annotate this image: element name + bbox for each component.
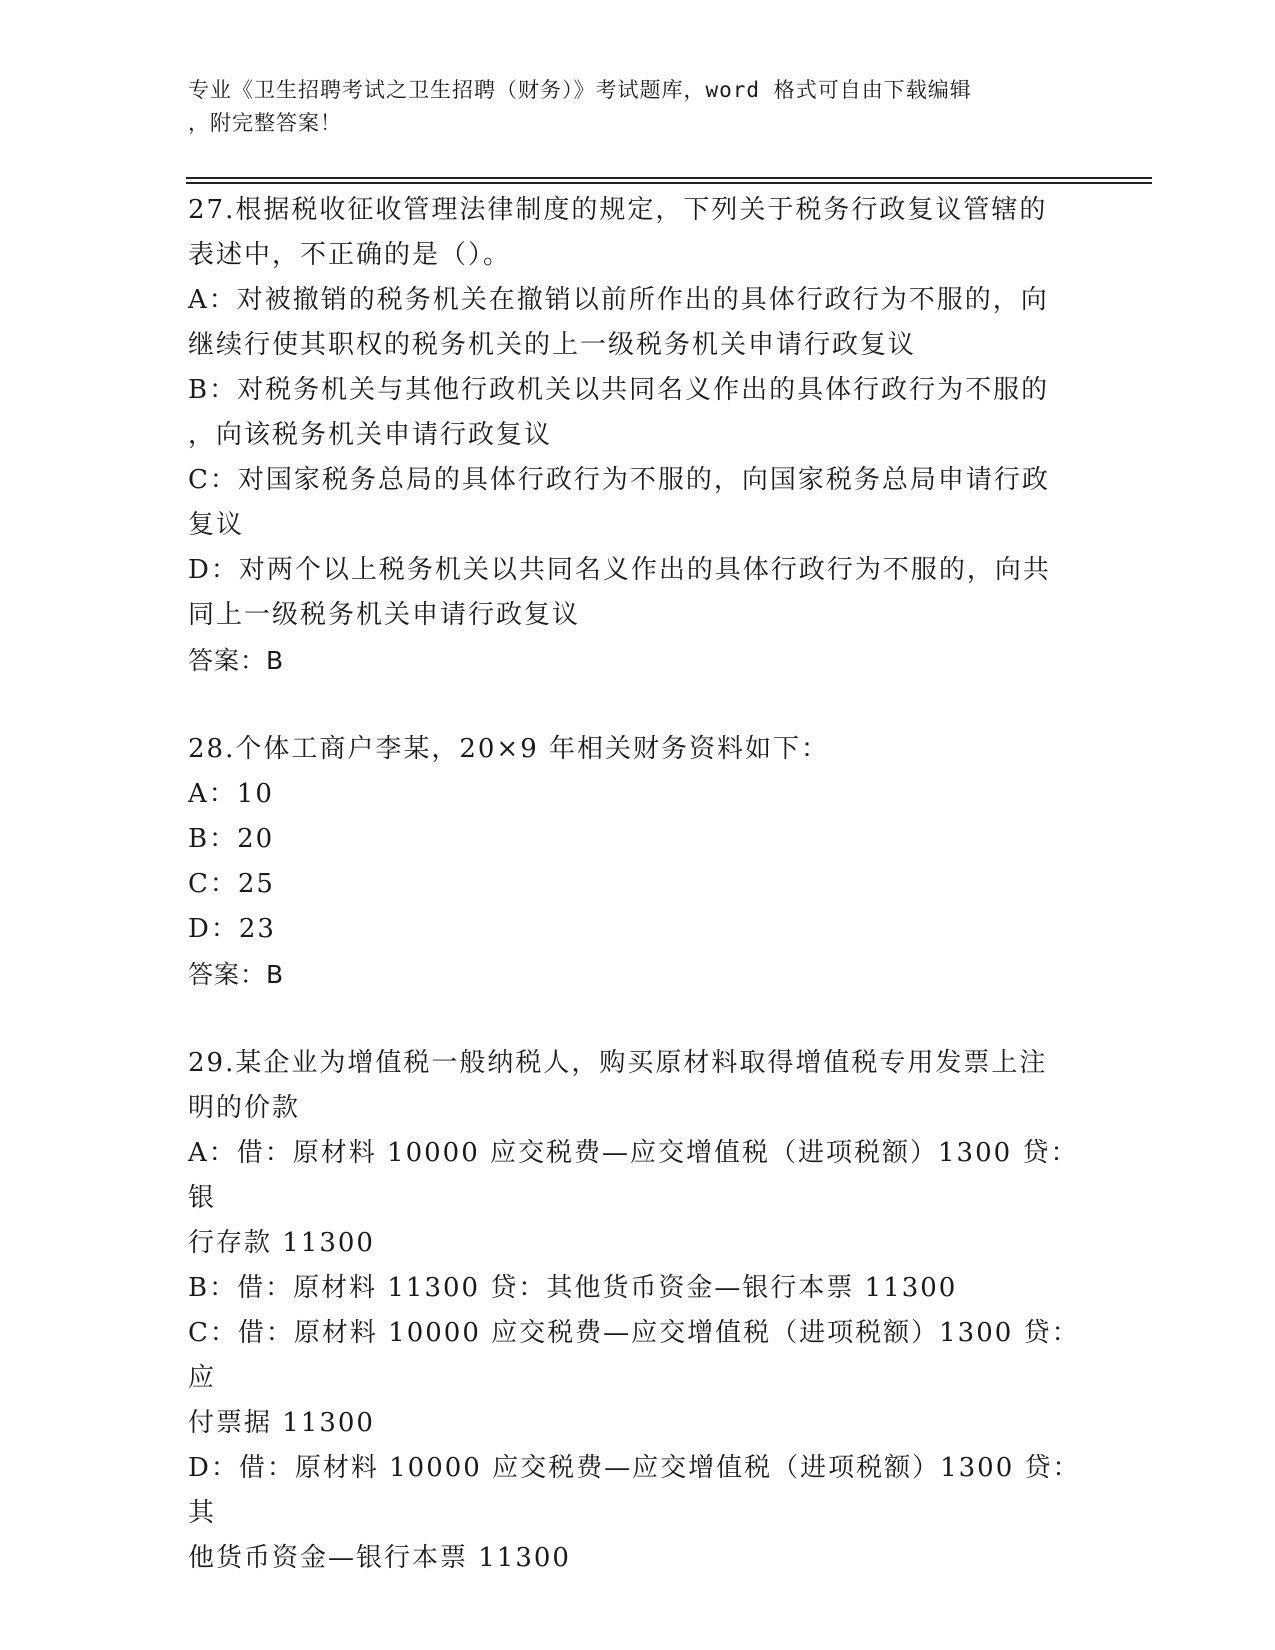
option-d-line: 他货币资金—银行本票 11300 — [188, 1543, 571, 1573]
option-d-line: D：借：原材料 10000 应交税费—应交增值税（进项税额）1300 贷：其 — [188, 1453, 1081, 1528]
option-b-line: ，向该税务机关申请行政复议 — [188, 420, 553, 450]
header-divider — [186, 182, 1152, 184]
question-stem-line: 29.某企业为增值税一般纳税人，购买原材料取得增值税专用发票上注 — [188, 1048, 1048, 1078]
option-a-line: A：10 — [188, 779, 274, 809]
option-a-line: A：对被撤销的税务机关在撤销以前所作出的具体行政行为不服的，向 — [188, 285, 1049, 315]
option-c-line: C：25 — [188, 869, 275, 899]
answer-label: 答案：B — [188, 960, 285, 989]
question-27 — [188, 188, 1088, 683]
questions-container — [188, 188, 1088, 1581]
option-c-line: 付票据 11300 — [188, 1408, 375, 1438]
option-b-line: B：20 — [188, 824, 275, 854]
option-c-line: 复议 — [188, 510, 245, 540]
question-stem-line: 表述中，不正确的是（）。 — [188, 240, 512, 270]
header-divider — [186, 177, 1152, 179]
option-a-line: 行存款 11300 — [188, 1228, 375, 1258]
option-a-line: A：借：原材料 10000 应交税费—应交增值税（进项税额）1300 贷：银 — [188, 1138, 1079, 1213]
option-d-line: D：对两个以上税务机关以共同名义作出的具体行政行为不服的，向共 — [188, 555, 1051, 585]
option-b-line: B：借：原材料 11300 贷：其他货币资金—银行本票 11300 — [188, 1273, 958, 1303]
answer-label: 答案：B — [188, 646, 285, 675]
option-a-line: 继续行使其职权的税务机关的上一级税务机关申请行政复议 — [188, 330, 917, 360]
header-line: ，附完整答案！ — [188, 111, 342, 135]
option-c-line: C：对国家税务总局的具体行政行为不服的，向国家税务总局申请行政 — [188, 465, 1050, 495]
question-29 — [188, 1041, 1088, 1581]
question-stem-line: 明的价款 — [188, 1093, 301, 1123]
option-b-line: B：对税务机关与其他行政机关以共同名义作出的具体行政行为不服的 — [188, 375, 1050, 405]
document-header — [188, 74, 1078, 140]
question-28 — [188, 727, 1088, 997]
header-line: 专业《卫生招聘考试之卫生招聘（财务）》考试题库，word 格式可自由下载编辑 — [188, 78, 972, 102]
question-stem-line: 28.个体工商户李某，20×9 年相关财务资料如下： — [188, 734, 830, 764]
option-d-line: 同上一级税务机关申请行政复议 — [188, 600, 581, 630]
question-stem-line: 27.根据税收征收管理法律制度的规定，下列关于税务行政复议管辖的 — [188, 195, 1048, 225]
option-c-line: C：借：原材料 10000 应交税费—应交增值税（进项税额）1300 贷：应 — [188, 1318, 1080, 1393]
option-d-line: D：23 — [188, 914, 276, 944]
